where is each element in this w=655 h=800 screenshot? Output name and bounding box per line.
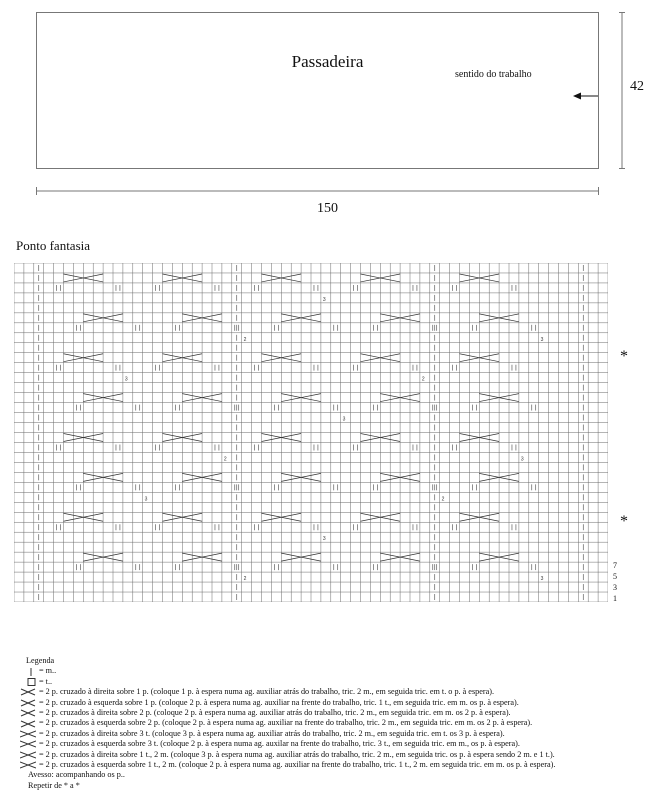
cross-right-icon [20,708,36,718]
legend-item: = m.. [20,666,650,676]
cell-digit: 2 [421,376,425,383]
legend-item: = 2 p. cruzados à direita sobre 3 t. (coloque 3 p. à espera numa ag. auxiliar atrás do trabalho, tric. 2 m., em seguida tric. em t. os 3 p. à espera). [20,729,650,739]
arrow-left-icon [573,91,599,101]
row-number: 1 [613,594,617,603]
cross-long-right-icon [20,729,36,739]
cell-digit: 3 [322,296,326,303]
repeat-start-mark: * [620,348,628,365]
direction-label: sentido do trabalho [455,69,532,80]
legend-item: = 2 p. cruzados à direita sobre 1 t., 2 m. (coloque 3 p. à espera numa ag. auxiliar atrás do trabalho, tric. 2 m., em seguida tric. os p. à espera sendo 2 m. e 1 t.). [20,750,650,760]
knit-stitch-icon [20,667,36,677]
cell-digit: 3 [520,456,524,463]
cross-left-icon [20,698,36,708]
cell-digit: 2 [223,456,227,463]
row-number: 7 [613,561,617,570]
legend-item: = t.. [20,677,650,687]
width-dimension-label: 150 [317,201,338,216]
height-dimension-label: 42 [630,79,644,94]
repeat-end-mark: * [620,513,628,530]
legend-item: = 2 p. cruzados à direita sobre 2 p. (coloque 2 p. à espera numa ag. auxiliar atrás do trabalho, tric. 2 m., em seguida tric. em m. os 2 p. à espera). [20,708,650,718]
schematic-title: Passadeira [291,52,364,71]
row-number: 3 [613,583,617,592]
legend [20,656,650,791]
legend-item: = 2 p. cruzado à esquerda sobre 1 p. (coloque 2 p. à espera numa ag. auxiliar na frente do trabalho, tric. 1 t., em seguida tric. em m. os p. à espera). [20,698,650,708]
cell-digit: 2 [441,496,445,503]
row-number: 5 [613,572,617,581]
legend-note: Repetir de * a * [28,780,80,790]
runner-schematic [36,12,599,169]
cross-long-right-icon [20,750,36,760]
cell-digit: 3 [322,536,326,543]
width-dimension-line [36,187,599,195]
cross-right-icon [20,687,36,697]
cell-digit: 2 [243,576,247,583]
cell-digit: 3 [342,416,346,423]
cell-digit: 3 [144,496,148,503]
legend-title: Legenda [26,656,55,665]
legend-item: = 2 p. cruzados à esquerda sobre 1 t., 2 m. (coloque 2 p. à espera numa ag. auxiliar na frente do trabalho, tric. 1 t., 2 m. em seguida tric. em m. os p. à espera). [20,760,650,770]
cross-long-left-icon [20,760,36,770]
legend-note: Avesso: acompanhando os p.. [28,770,125,780]
purl-stitch-icon [20,677,36,687]
cell-digit: 3 [540,336,544,343]
legend-item: = 2 p. cruzados à esquerda sobre 2 p. (coloque 2 p. à espera numa ag. auxiliar na frente do trabalho, tric. 2 m., em seguida tric. em m. os 2 p. à espera). [20,718,650,728]
cell-digit: 2 [243,336,247,343]
legend-item: = 2 p. cruzados à esquerda sobre 3 t. (coloque 2 p. à espera numa ag. auxilar na frente do trabalho, tric. 3 t., em seguida tric. em m., os p. à espera). [20,739,650,749]
legend-item: = 2 p. cruzado à direita sobre 1 p. (coloque 1 p. à espera numa ag. auxiliar atrás do trabalho, tric. 2 m., em seguida tric. em t. o p. à espera). [20,687,650,697]
cell-digit: 3 [540,576,544,583]
stitch-chart-grid [14,263,608,602]
chart-title: Ponto fantasia [16,238,91,253]
cross-long-left-icon [20,739,36,749]
height-dimension-line [619,12,625,169]
cell-digit: 3 [124,376,128,383]
cross-left-icon [20,719,36,729]
